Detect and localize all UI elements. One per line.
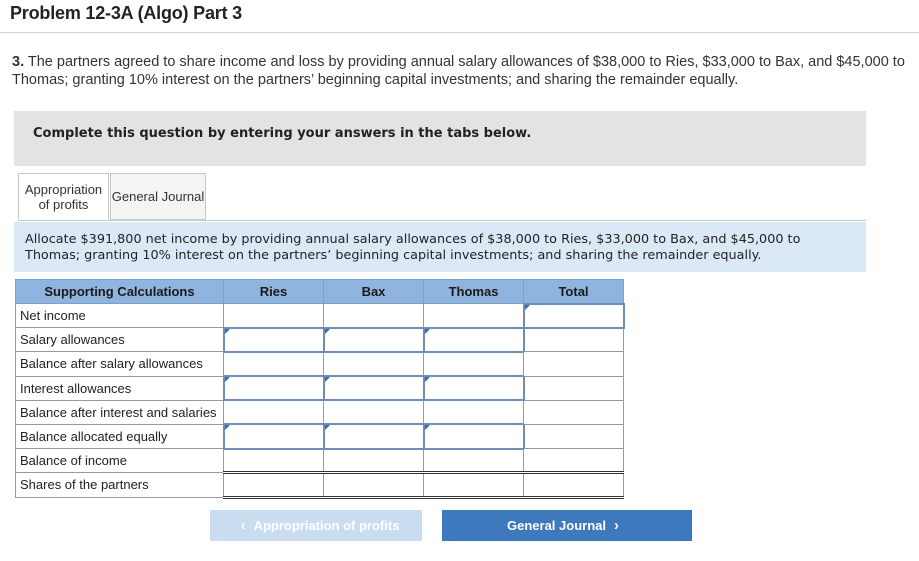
table-row	[16, 400, 624, 424]
row-label: Balance of income	[16, 449, 224, 473]
total-input[interactable]	[524, 304, 624, 328]
total-cell	[524, 449, 624, 473]
tab-divider	[18, 220, 866, 221]
tab-label: Appropriation of profits	[24, 181, 103, 212]
page-title: Problem 12-3A (Algo) Part 3	[10, 3, 242, 23]
next-tab-button[interactable]	[442, 510, 692, 541]
total-cell	[524, 424, 624, 448]
ries-cell	[224, 304, 324, 328]
next-tab-label: General Journal	[507, 518, 606, 533]
table-row	[16, 424, 624, 448]
question-text	[12, 53, 912, 89]
question-number: 3.	[12, 54, 25, 70]
ries-input[interactable]	[224, 328, 324, 352]
total-cell	[524, 328, 624, 352]
table-row	[16, 304, 624, 328]
chevron-left-icon: ‹	[240, 517, 246, 534]
column-header-thomas: Thomas	[424, 280, 524, 304]
column-header-supporting-calculations: Supporting Calculations	[16, 280, 224, 304]
row-label: Balance after interest and salaries	[16, 400, 224, 424]
table-row	[16, 328, 624, 352]
thomas-cell	[424, 449, 524, 473]
tab-appropriation-of-profits[interactable]	[18, 173, 109, 220]
total-cell	[524, 473, 624, 497]
question-body: The partners agreed to share income and loss by providing annual salary allowances of $38,000 to Ries, $33,000 to Bax, and $45,000 to Thomas; granting 10% interest on the partners’ beginning capital investments; and sharing the remainder equally.	[12, 54, 905, 88]
bax-cell	[324, 352, 424, 376]
row-label: Interest allowances	[16, 376, 224, 400]
previous-tab-button[interactable]	[210, 510, 422, 541]
tab-general-journal[interactable]	[110, 173, 206, 220]
title-divider	[0, 32, 919, 33]
bax-cell	[324, 449, 424, 473]
ries-cell	[224, 449, 324, 473]
table-row	[16, 473, 624, 497]
bax-input[interactable]	[324, 328, 424, 352]
bax-input[interactable]	[324, 424, 424, 448]
ries-cell	[224, 400, 324, 424]
instructions-box	[14, 111, 866, 166]
ries-input[interactable]	[224, 376, 324, 400]
thomas-cell	[424, 473, 524, 497]
allocation-text: Allocate $391,800 net income by providing annual salary allowances of $38,000 to Ries, $33,000 to Bax, and $45,000 to Thomas; granting 10% interest on the partners’ beginning capital investments; and sharing the remainder equally.	[25, 232, 801, 263]
bax-cell	[324, 304, 424, 328]
thomas-cell	[424, 400, 524, 424]
row-label: Balance allocated equally	[16, 424, 224, 448]
thomas-input[interactable]	[424, 328, 524, 352]
bax-cell	[324, 400, 424, 424]
ries-cell	[224, 473, 324, 497]
ries-cell	[224, 352, 324, 376]
chevron-right-icon: ›	[613, 517, 619, 534]
column-header-ries: Ries	[224, 280, 324, 304]
bax-cell	[324, 473, 424, 497]
thomas-cell	[424, 352, 524, 376]
column-header-bax: Bax	[324, 280, 424, 304]
table-header-row	[16, 280, 624, 304]
supporting-calculations-table	[15, 279, 625, 499]
total-cell	[524, 352, 624, 376]
bax-input[interactable]	[324, 376, 424, 400]
thomas-input[interactable]	[424, 424, 524, 448]
previous-tab-label: Appropriation of profits	[253, 518, 400, 533]
row-label: Shares of the partners	[16, 473, 224, 497]
ries-input[interactable]	[224, 424, 324, 448]
table-row	[16, 376, 624, 400]
total-cell	[524, 376, 624, 400]
thomas-input[interactable]	[424, 376, 524, 400]
allocation-instructions	[14, 222, 866, 272]
thomas-cell	[424, 304, 524, 328]
row-label: Net income	[16, 304, 224, 328]
row-label: Salary allowances	[16, 328, 224, 352]
table-row	[16, 352, 624, 376]
total-cell	[524, 400, 624, 424]
column-header-total: Total	[524, 280, 624, 304]
row-label: Balance after salary allowances	[16, 352, 224, 376]
instructions-text: Complete this question by entering your answers in the tabs below.	[33, 126, 532, 141]
tab-label: General Journal	[111, 189, 205, 204]
table-row	[16, 449, 624, 473]
